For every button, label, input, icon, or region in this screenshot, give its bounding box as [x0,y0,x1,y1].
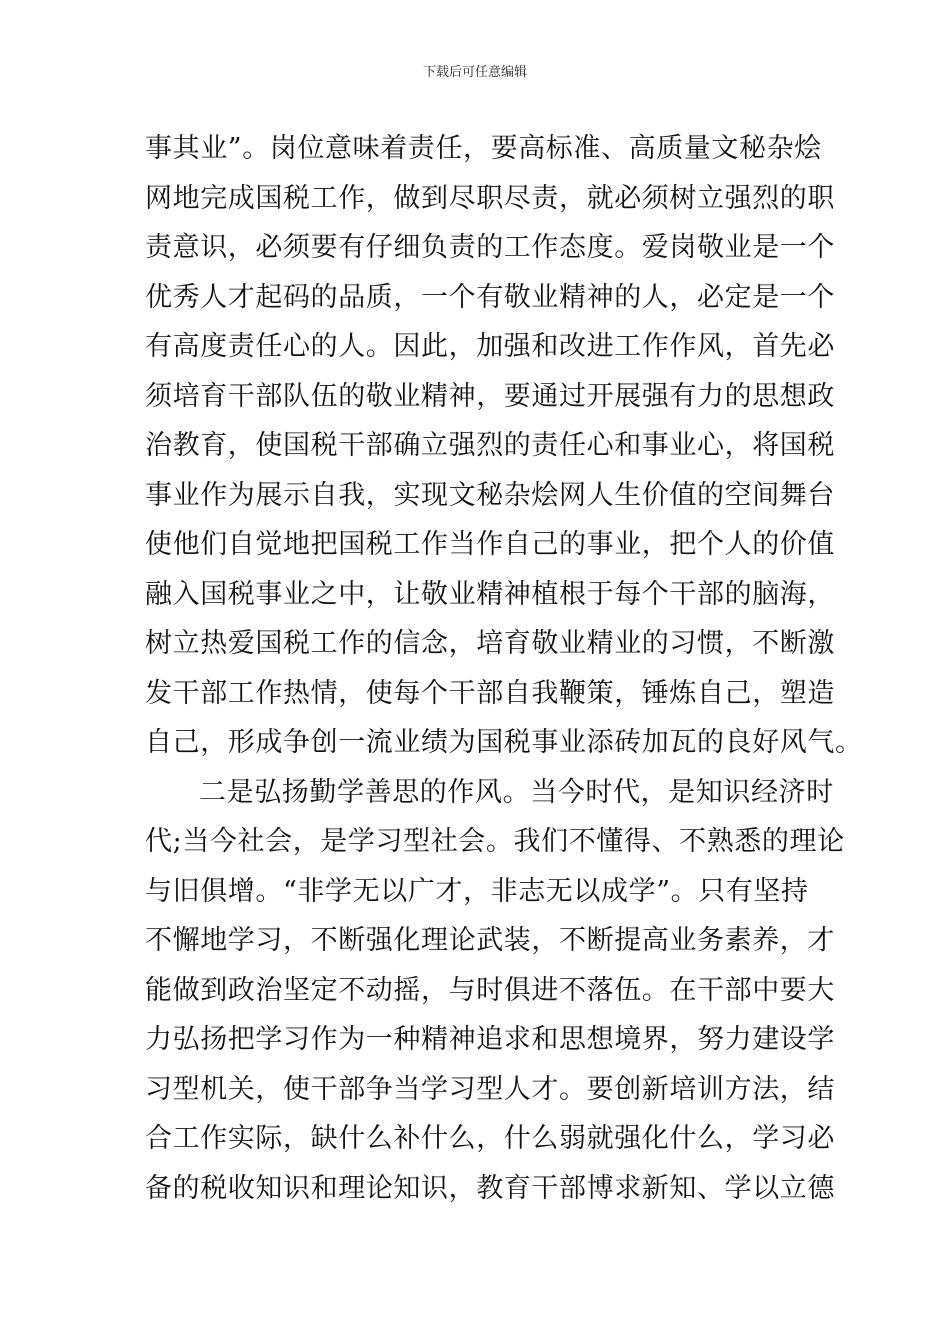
text-line: 习型机关，使干部争当学习型人才。要创新培训方法，结 [145,1073,835,1105]
text-line: 树立热爱国税工作的信念，培育敬业精业的习惯，不断激 [145,628,835,659]
text-line: 代;当今社会，是学习型社会。我们不懂得、不熟悉的理论 [145,826,845,857]
page-header-note: 下载后可任意编辑 [422,65,527,80]
text-line: 力弘扬把学习作为一种精神追求和思想境界，努力建设学 [145,1024,835,1055]
text-line: 备的税收知识和理论知识，教育干部博求新知、学以立德 [145,1172,835,1204]
text-line: 有高度责任心的人。因此，加强和改进工作作风，首先必 [145,331,835,362]
text-line: 发干部工作热情，使每个干部自我鞭策，锤炼自己，塑造 [145,677,835,709]
text-line: 优秀人才起码的品质，一个有敬业精神的人，必定是一个 [145,281,835,313]
text-line: 自己，形成争创一流业绩为国税事业添砖加瓦的良好风气。 [145,727,863,758]
text-line: 须培育干部队伍的敬业精神，要通过开展强有力的思想政 [145,380,835,412]
text-line: 网地完成国税工作，做到尽职尽责，就必须树立强烈的职 [145,182,835,214]
document-body [145,124,863,1213]
text-line: 与旧俱增。“非学无以广才，非志无以成学”。只有坚持 [145,875,809,907]
paragraph-start-line: 二是弘扬勤学善思的作风。当今时代，是知识经济时 [199,776,834,808]
text-line: 能做到政治坚定不动摇，与时俱进不落伍。在干部中要大 [145,974,835,1006]
text-line: 事业作为展示自我，实现文秘杂烩网人生价值的空间舞台 [145,479,835,511]
text-line: 事其业”。岗位意味着责任，要高标准、高质量文秘杂烩 [145,133,822,164]
text-line: 不懈地学习，不断强化理论武装，不断提高业务素养，才 [145,925,835,956]
text-line: 使他们自觉地把国税工作当作自己的事业，把个人的价值 [145,529,835,560]
text-line: 责意识，必须要有仔细负责的工作态度。爱岗敬业是一个 [145,232,835,263]
text-line: 融入国税事业之中，让敬业精神植根于每个干部的脑海， [145,578,835,610]
text-line: 合工作实际，缺什么补什么，什么弱就强化什么，学习必 [145,1123,835,1154]
text-line: 治教育，使国税干部确立强烈的责任心和事业心，将国税 [145,430,835,461]
